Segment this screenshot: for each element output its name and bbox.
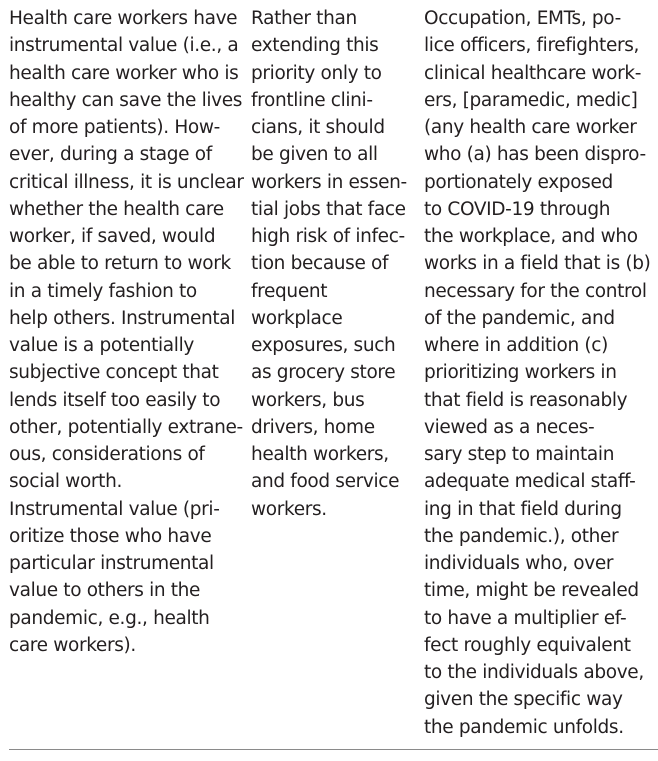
text-line: cians, it should bbox=[251, 117, 385, 138]
text-line: worker, if saved, would bbox=[9, 226, 216, 247]
text-line: to COVID-19 through bbox=[424, 198, 611, 220]
text-line: of the pandemic, and bbox=[424, 307, 615, 329]
text-line: who (a) has been dispro- bbox=[424, 144, 646, 166]
text-line: viewed as a neces- bbox=[424, 416, 595, 438]
text-line: subjective concept that bbox=[9, 362, 219, 384]
text-line: tial jobs that face bbox=[251, 198, 406, 220]
text-line: Instrumental value (pri- bbox=[9, 498, 220, 520]
text-line: portionately exposed bbox=[424, 171, 613, 193]
text-line: sary step to maintain bbox=[424, 444, 615, 465]
text-line: lends itself too easily to bbox=[9, 389, 221, 411]
table-cell-instrumental-value bbox=[9, 5, 244, 659]
text-line: whether the health care bbox=[9, 198, 224, 220]
text-line: healthy can save the lives bbox=[9, 89, 243, 111]
text-line: pandemic, e.g., health bbox=[9, 607, 210, 629]
text-line: ers, [paramedic, medic] bbox=[424, 89, 638, 111]
text-line: the pandemic.), other bbox=[424, 525, 619, 547]
text-line: be given to all bbox=[251, 144, 378, 166]
text-line: frontline clini- bbox=[251, 89, 373, 111]
text-line: health workers, bbox=[251, 444, 389, 465]
text-line: adequate medical staff- bbox=[424, 471, 636, 493]
text-line: clinical healthcare work- bbox=[424, 62, 642, 84]
text-line: Health care workers have bbox=[9, 8, 238, 29]
table-cell-essential-workers bbox=[251, 5, 407, 523]
text-line: social worth. bbox=[9, 471, 122, 493]
text-line: instrumental value (i.e., a bbox=[9, 35, 239, 57]
text-line: and food service bbox=[251, 471, 400, 493]
text-line: workplace bbox=[251, 307, 343, 329]
text-line: works in a field that is (b) bbox=[424, 253, 651, 275]
text-line: the workplace, and who bbox=[424, 226, 638, 247]
text-line: be able to return to work bbox=[9, 253, 231, 275]
text-line: where in addition (c) bbox=[424, 335, 608, 356]
text-line: workers. bbox=[251, 498, 327, 520]
text-line: of more patients). How- bbox=[9, 117, 220, 138]
text-line: workers in essen- bbox=[251, 171, 407, 193]
text-line: Occupation, EMTs, po- bbox=[424, 8, 621, 29]
text-line: value to others in the bbox=[9, 580, 201, 602]
text-line: individuals who, over bbox=[424, 553, 614, 574]
text-line: critical illness, it is unclear bbox=[9, 171, 244, 193]
text-line: given the specific way bbox=[424, 689, 623, 711]
text-line: that field is reasonably bbox=[424, 389, 628, 411]
text-line: in a timely fashion to bbox=[9, 280, 197, 302]
text-line: extending this bbox=[251, 35, 379, 57]
text-line: the pandemic unfolds. bbox=[424, 716, 624, 738]
text-line: fect roughly equivalent bbox=[424, 634, 631, 656]
text-line: help others. Instrumental bbox=[9, 307, 236, 329]
table-bottom-rule bbox=[9, 749, 658, 750]
text-line: care workers). bbox=[9, 634, 136, 656]
text-line: ous, considerations of bbox=[9, 444, 205, 465]
text-line: (any health care worker bbox=[424, 117, 637, 138]
text-line: time, might be revealed bbox=[424, 580, 639, 602]
text-line: priority only to bbox=[251, 62, 382, 84]
text-line: particular instrumental bbox=[9, 553, 214, 574]
text-line: workers, bus bbox=[251, 389, 365, 411]
text-line: other, potentially extrane- bbox=[9, 416, 243, 438]
table-cell-occupation bbox=[424, 5, 651, 741]
text-line: tion because of bbox=[251, 253, 389, 275]
text-line: exposures, such bbox=[251, 335, 396, 356]
text-line: frequent bbox=[251, 280, 328, 302]
text-line: oritize those who have bbox=[9, 525, 212, 547]
text-line: to have a multiplier ef- bbox=[424, 607, 627, 629]
text-line: value is a potentially bbox=[9, 335, 194, 356]
text-line: drivers, home bbox=[251, 416, 375, 438]
text-line: lice officers, firefighters, bbox=[424, 35, 640, 57]
text-line: necessary for the control bbox=[424, 280, 647, 302]
text-line: prioritizing workers in bbox=[424, 362, 617, 384]
text-line: health care worker who is bbox=[9, 62, 239, 84]
text-line: ever, during a stage of bbox=[9, 144, 212, 166]
text-line: ing in that field during bbox=[424, 498, 622, 520]
text-line: high risk of infec- bbox=[251, 226, 405, 247]
text-line: Rather than bbox=[251, 8, 357, 29]
text-line: as grocery store bbox=[251, 362, 396, 384]
text-line: to the individuals above, bbox=[424, 662, 644, 683]
